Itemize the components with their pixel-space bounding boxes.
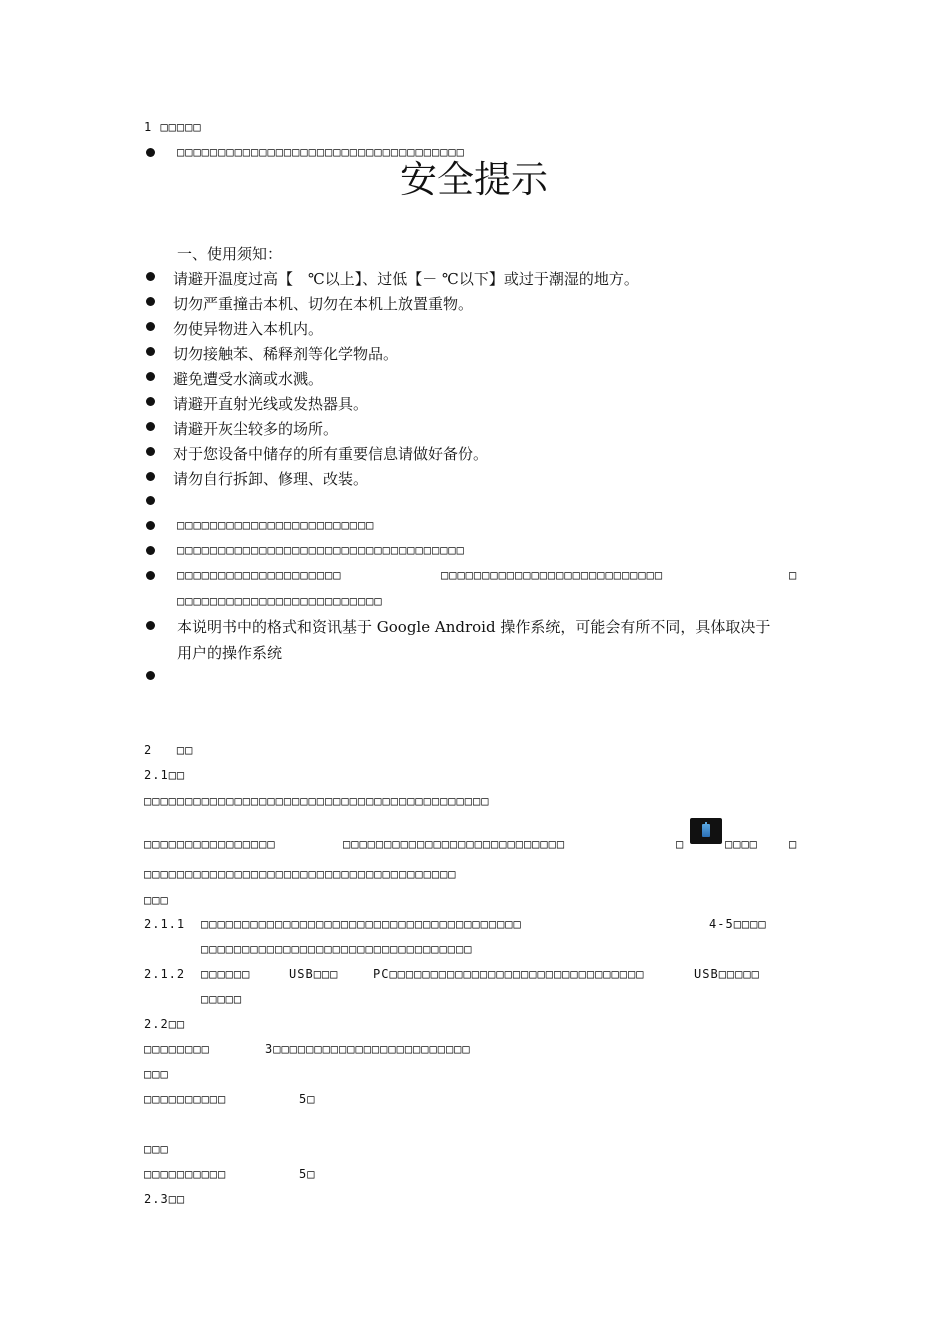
section-2-heading: 2 □□	[144, 743, 194, 757]
usage-item: 请避开直射光线或发热器具。	[173, 395, 369, 413]
paragraph-line: □□□□□□□□□□□□□□□□□□□□□□□□□□□□□□□□□□□□□□□	[201, 917, 522, 931]
garbled-bullet-text: □□□□□□□□□□□□□□□□□□□□□□□□□	[177, 594, 383, 608]
paragraph-line: □□□□□□□□	[144, 1042, 210, 1056]
paragraph-line: USB□□□□□	[694, 967, 760, 981]
paragraph-line: □□□□□	[201, 992, 243, 1006]
section-2-1-heading: 2.1□□	[144, 768, 186, 782]
bullet-dot	[146, 148, 155, 157]
usage-item: 请避开灰尘较多的场所。	[173, 420, 339, 438]
paragraph-line: □□□□□□□□□□	[144, 1092, 227, 1106]
usage-item: 切勿严重撞击本机、切勿在本机上放置重物。	[173, 295, 474, 313]
section-2-1-2-number: 2.1.2	[144, 967, 186, 981]
page-title: 安全提示	[400, 158, 548, 201]
bullet-dot	[146, 397, 155, 406]
android-note-line: 本说明书中的格式和资讯基于 Google Android 操作系统，可能会有所不同，具体取决于	[177, 618, 771, 636]
paragraph-line: 4-5□□□□	[709, 917, 767, 931]
section-2-1-1-number: 2.1.1	[144, 917, 186, 931]
paragraph-line: 3□□□□□□□□□□□□□□□□□□□□□□□□	[265, 1042, 471, 1056]
usage-item: 切勿接触苯、稀释剂等化学物品。	[173, 345, 399, 363]
paragraph-line: PC□□□□□□□□□□□□□□□□□□□□□□□□□□□□□□□	[373, 967, 645, 981]
bullet-dot	[146, 621, 155, 630]
usage-item: 请勿自行拆卸、修理、改装。	[173, 470, 369, 488]
bullet-dot	[146, 347, 155, 356]
bullet-dot	[146, 422, 155, 431]
paragraph-line: □□□□□□□□□□□□□□□□□□□□□□□□□□□□□□□□□□□□□□	[144, 867, 457, 881]
bullet-dot	[146, 571, 155, 580]
bullet-dot	[146, 546, 155, 555]
power-off-label: □□□	[144, 1142, 169, 1156]
section-2-2-heading: 2.2□□	[144, 1017, 186, 1031]
bullet-dot	[146, 521, 155, 530]
usage-item: 勿使异物进入本机内。	[173, 320, 324, 338]
android-note-line: 用户的操作系统	[177, 644, 283, 662]
bullet-dot	[146, 472, 155, 481]
paragraph-line: 5□	[299, 1092, 316, 1106]
garbled-bullet-text: □□□□□□□□□□□□□□□□□□□□□□□□□□□	[441, 568, 664, 582]
paragraph-line: □□□□□□□□□□□□□□□□□□□□□□□□□□□□□□□□□	[201, 942, 473, 956]
paragraph-line: □□□□□□□□□□□□□□□□□□□□□□□□□□□	[343, 837, 566, 851]
bullet-dot	[146, 447, 155, 456]
usage-item: 请避开温度过高【 ℃以上】、过低【－ ℃以下】或过于潮湿的地方。	[173, 270, 639, 288]
garbled-bullet-text: □	[789, 568, 798, 582]
paragraph-line: USB□□□	[289, 967, 339, 981]
paragraph-line: □	[676, 837, 685, 851]
paragraph-line: □□□□□□	[201, 967, 251, 981]
battery-charging-icon	[690, 818, 722, 844]
paragraph-line: □□□□	[725, 837, 758, 851]
note-label: □□□	[144, 893, 169, 907]
power-on-label: □□□	[144, 1067, 169, 1081]
bullet-dot	[146, 372, 155, 381]
bullet-dot	[146, 297, 155, 306]
bullet-dot	[146, 496, 155, 505]
bullet-dot	[146, 671, 155, 680]
garbled-bullet-text: □□□□□□□□□□□□□□□□□□□□□□□□□□□□□□□□□□□	[177, 543, 465, 557]
garbled-bullet-text: □□□□□□□□□□□□□□□□□□□□	[177, 568, 342, 582]
bullet-dot	[146, 322, 155, 331]
paragraph-line: □	[789, 837, 798, 851]
paragraph-line: 5□	[299, 1167, 316, 1181]
garbled-bullet-text: □□□□□□□□□□□□□□□□□□□□□□□□	[177, 518, 375, 532]
paragraph-line: □□□□□□□□□□□□□□□□	[144, 837, 276, 851]
section-1-heading: 1 □□□□□	[144, 120, 202, 134]
garbled-bullet-text: □□□□□□□□□□□□□□□□□□□□□□□□□□□□□□□□□□□	[177, 145, 465, 159]
usage-item: 对于您设备中储存的所有重要信息请做好备份。	[173, 445, 489, 463]
section-2-3-heading: 2.3□□	[144, 1192, 186, 1206]
usage-item: 避免遭受水滴或水溅。	[173, 370, 324, 388]
bullet-dot	[146, 272, 155, 281]
paragraph-line: □□□□□□□□□□	[144, 1167, 227, 1181]
paragraph-line: □□□□□□□□□□□□□□□□□□□□□□□□□□□□□□□□□□□□□□□□□□	[144, 794, 490, 808]
usage-section-heading: 一、使用须知：	[177, 245, 283, 263]
